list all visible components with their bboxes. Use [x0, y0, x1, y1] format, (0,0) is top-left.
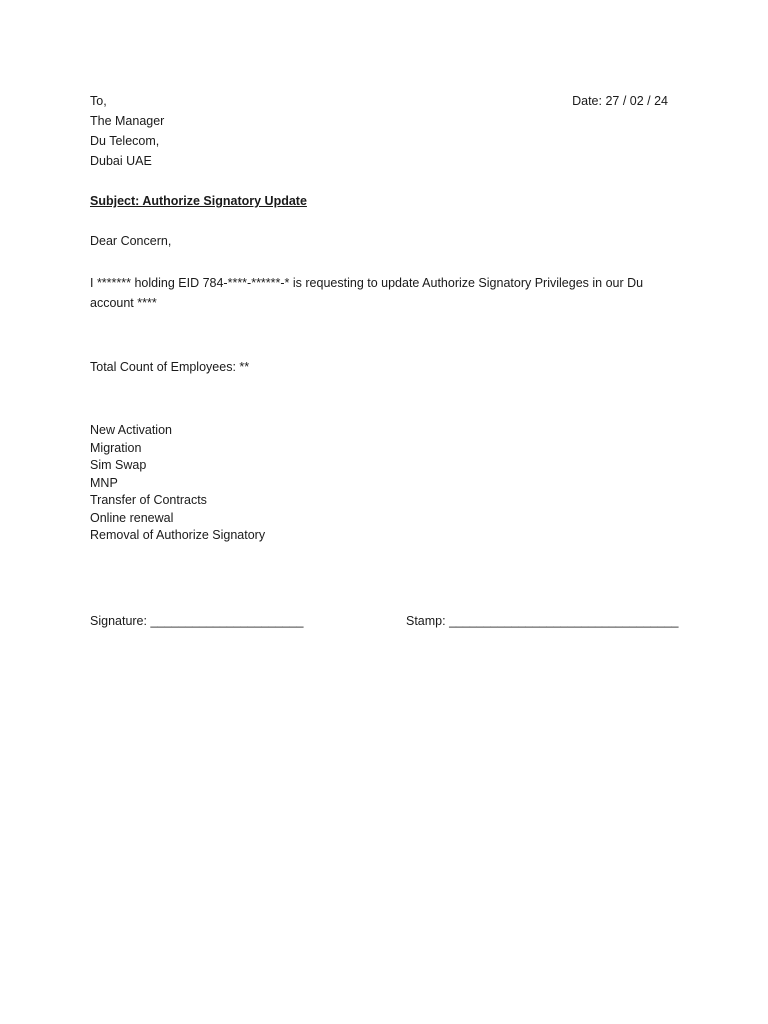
body-paragraph: I ******* holding EID 784-****-******-* is requesting to update Authorize Signatory Privileges in our Du account ****	[90, 276, 644, 310]
subject-line: Subject: Authorize Signatory Update	[90, 194, 307, 208]
date-line: Date: 27 / 02 / 24	[572, 94, 668, 108]
to-line: To,	[90, 94, 107, 108]
recipient-title: The Manager	[90, 114, 165, 128]
list-item: Sim Swap	[90, 458, 147, 472]
recipient-location: Dubai UAE	[90, 154, 152, 168]
recipient-company: Du Telecom,	[90, 134, 160, 148]
salutation: Dear Concern,	[90, 234, 172, 248]
privileges-list	[90, 422, 265, 545]
employee-count: Total Count of Employees: **	[90, 360, 250, 374]
list-item: Online renewal	[90, 510, 174, 525]
stamp-line: Stamp: _________________________________	[406, 614, 679, 628]
list-item: New Activation	[90, 423, 172, 437]
list-item: Migration	[90, 440, 142, 455]
signature-line: Signature: ______________________	[90, 614, 304, 628]
list-item: Removal of Authorize Signatory	[90, 528, 266, 542]
list-item: MNP	[90, 475, 118, 490]
list-item: Transfer of Contracts	[90, 493, 207, 507]
